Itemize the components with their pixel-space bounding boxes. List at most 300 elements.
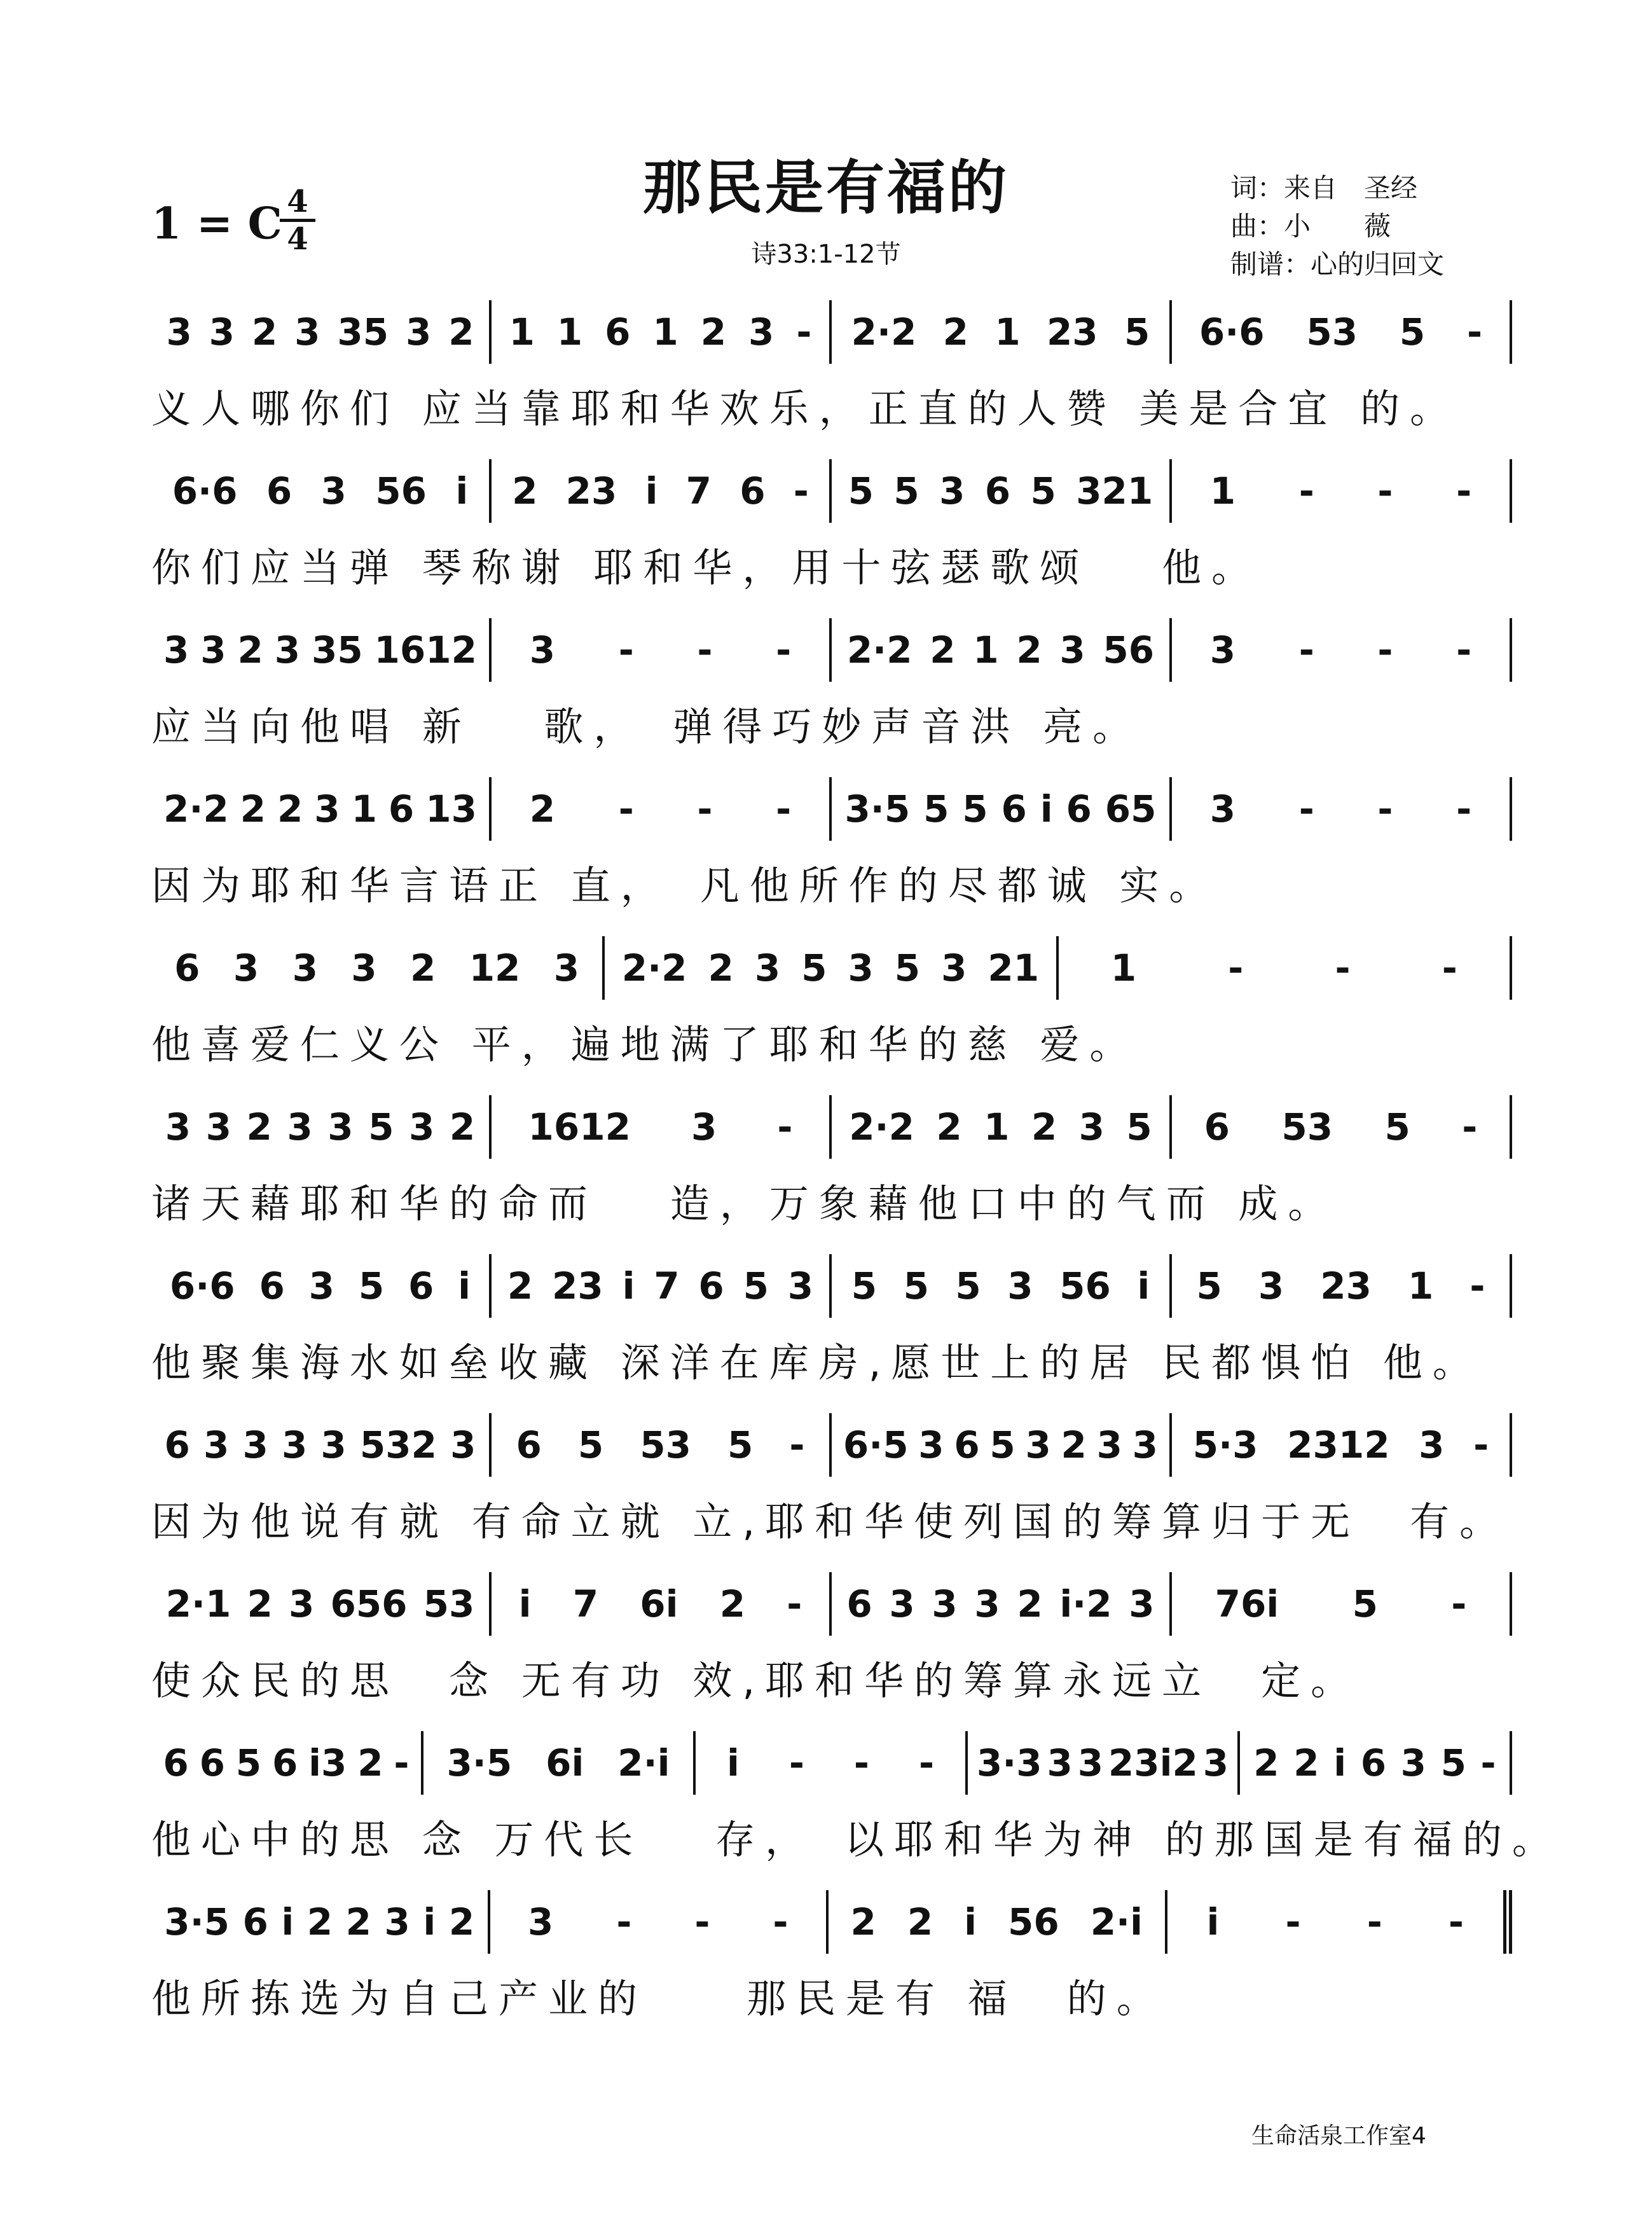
note: 3 — [939, 469, 965, 513]
measure — [492, 1095, 832, 1159]
note: 532 — [359, 1423, 437, 1467]
note: 6 — [1066, 787, 1092, 831]
measure — [490, 1890, 829, 1954]
scripture-reference: 诗33:1-12节 — [751, 240, 901, 269]
note: 5 — [989, 1423, 1015, 1467]
notation-line — [151, 1566, 1512, 1642]
note: 5 — [1124, 310, 1150, 354]
note: 3 — [294, 310, 320, 354]
note: - — [1377, 628, 1393, 672]
note: 6 — [408, 1264, 434, 1308]
note: - — [796, 310, 812, 354]
measure — [151, 1731, 423, 1795]
note: 2·i — [617, 1741, 670, 1785]
note: - — [1467, 310, 1483, 354]
note: 6 — [163, 1741, 189, 1785]
note: 2 — [1017, 1582, 1043, 1626]
lyric-line: 他所拣选为自己产业的 那民是有 福 的。 — [151, 1975, 1166, 2022]
note: 3 — [384, 1900, 410, 1944]
note: i — [281, 1900, 294, 1944]
note: 53 — [1306, 310, 1358, 354]
note: 2312 — [1287, 1423, 1390, 1467]
measure — [832, 1254, 1172, 1318]
measure — [1172, 300, 1512, 364]
note: - — [1228, 946, 1244, 990]
note: 2·2 — [846, 628, 912, 672]
measure — [1059, 936, 1512, 1000]
note: 3 — [918, 1423, 944, 1467]
measure — [151, 1890, 490, 1954]
lyric-line: 诸天藉耶和华的命而 造，万象藉他口中的气而 成。 — [151, 1180, 1338, 1227]
note: 35 — [311, 628, 363, 672]
note: 3 — [205, 1105, 231, 1149]
note: 53 — [423, 1582, 475, 1626]
note: 2 — [529, 787, 556, 831]
note: 6 — [605, 310, 631, 354]
note: 53 — [1281, 1105, 1333, 1149]
note: 2 — [700, 310, 727, 354]
note: 6 — [266, 469, 293, 513]
measure — [832, 1572, 1172, 1636]
note: 3·3 — [976, 1741, 1042, 1785]
note: - — [1451, 1582, 1467, 1626]
note: 5 — [358, 1264, 385, 1308]
note: 23 — [1320, 1264, 1372, 1308]
notation-line — [151, 1089, 1512, 1165]
measure — [151, 300, 492, 364]
note: 656 — [330, 1582, 408, 1626]
note: i — [964, 1900, 977, 1944]
notation-line — [151, 1248, 1512, 1324]
measure — [1172, 618, 1512, 682]
note: - — [618, 787, 634, 831]
note: 3·5 — [446, 1741, 513, 1785]
measure — [829, 1890, 1167, 1954]
note: 3 — [1025, 1423, 1051, 1467]
note: 3 — [308, 1264, 334, 1308]
note: - — [618, 628, 634, 672]
time-signature-top: 4 — [287, 184, 308, 219]
note: i — [645, 469, 658, 513]
note: 6 — [516, 1423, 542, 1467]
measure — [832, 1095, 1172, 1159]
note: 6 — [199, 1741, 225, 1785]
note: 1 — [1407, 1264, 1434, 1308]
note: 3 — [1096, 1423, 1122, 1467]
note: 2 — [251, 310, 278, 354]
note: 3 — [203, 1423, 230, 1467]
note: 2 — [357, 1741, 383, 1785]
note: i — [518, 1582, 532, 1626]
note: 6 — [388, 787, 415, 831]
note: 3 — [1202, 1741, 1229, 1785]
note: 2 — [1031, 1105, 1057, 1149]
note: 2 — [1016, 628, 1042, 672]
note: 5·3 — [1192, 1423, 1258, 1467]
note: 2 — [449, 1105, 476, 1149]
note: i — [458, 1264, 471, 1308]
note: 3 — [1047, 1741, 1073, 1785]
note: 2 — [240, 787, 266, 831]
note: 6 — [984, 469, 1011, 513]
notation-line — [151, 1725, 1512, 1801]
note: 1 — [1209, 469, 1236, 513]
lyric-line: 他心中的思 念 万代长 存， 以耶和华为神 的那国是有福的。 — [151, 1816, 1562, 1863]
time-signature — [280, 186, 315, 255]
note: - — [394, 1741, 410, 1785]
lyricist: 词：来自 圣经 — [1230, 172, 1418, 204]
notation-line — [151, 1884, 1512, 1960]
note: 2·2 — [851, 310, 917, 354]
note: - — [1298, 469, 1314, 513]
note: - — [776, 787, 792, 831]
lyric-line: 因为耶和华言语正 直， 凡他所作的尽都诚 实。 — [151, 862, 1219, 909]
note: 3 — [320, 469, 347, 513]
measure — [151, 936, 605, 1000]
measure — [492, 1254, 832, 1318]
note: - — [853, 1741, 869, 1785]
measure — [492, 1572, 832, 1636]
note: 2 — [936, 1105, 962, 1149]
note: 3 — [889, 1582, 915, 1626]
note: 1 — [995, 310, 1021, 354]
notation-line — [151, 612, 1512, 688]
note: - — [777, 1105, 793, 1149]
note: 1 — [556, 310, 583, 354]
note: 3 — [242, 1423, 268, 1467]
measure — [492, 459, 832, 523]
note: 3 — [1209, 628, 1236, 672]
measure — [151, 777, 492, 841]
note: 3 — [351, 946, 377, 990]
note: 3 — [450, 1423, 476, 1467]
note: i — [1040, 787, 1053, 831]
note: - — [1462, 1105, 1478, 1149]
note: 2 — [507, 1264, 533, 1308]
measure — [1172, 777, 1512, 841]
note: 2 — [246, 1105, 272, 1149]
note: 3 — [209, 310, 235, 354]
note: 1 — [984, 1105, 1010, 1149]
note: - — [616, 1900, 632, 1944]
note: 2 — [719, 1582, 746, 1626]
note: 56 — [375, 469, 427, 513]
measure — [151, 459, 492, 523]
key-signature: 1 = C — [151, 198, 282, 249]
note: - — [1335, 946, 1351, 990]
measure — [151, 1254, 492, 1318]
note: - — [776, 628, 792, 672]
note: - — [1480, 1741, 1496, 1785]
note: 7 — [572, 1582, 599, 1626]
note: 3 — [932, 1582, 958, 1626]
note: 3 — [1059, 628, 1085, 672]
note: 3 — [1078, 1105, 1105, 1149]
note: i — [423, 1900, 436, 1944]
note: 5 — [1440, 1741, 1466, 1785]
note: - — [789, 1423, 805, 1467]
note: 3·5 — [844, 787, 911, 831]
note: 5 — [848, 469, 874, 513]
note: - — [1366, 1900, 1382, 1944]
credits — [1230, 169, 1444, 284]
note: 2·1 — [165, 1582, 231, 1626]
note: - — [1377, 787, 1393, 831]
note: 1 — [973, 628, 999, 672]
note: 6 — [259, 1264, 285, 1308]
note: - — [1298, 787, 1314, 831]
note: 3 — [281, 1423, 308, 1467]
note: - — [1298, 628, 1314, 672]
notation-line — [151, 930, 1512, 1006]
note: 6i — [546, 1741, 584, 1785]
note: 3 — [1419, 1423, 1445, 1467]
note: 65 — [1105, 787, 1157, 831]
lyric-line: 义人哪你们 应当靠耶和华欢乐，正直的人赞 美是合宜 的。 — [151, 385, 1460, 432]
lyric-line: 他喜爱仁义公 平，遍地满了耶和华的慈 爱。 — [151, 1021, 1139, 1068]
note: 5 — [923, 787, 949, 831]
note: 321 — [1076, 469, 1153, 513]
note: 3 — [292, 946, 318, 990]
note: 56 — [1103, 628, 1155, 672]
measure — [492, 1413, 832, 1477]
note: 2 — [1061, 1423, 1087, 1467]
measure — [1172, 459, 1512, 523]
note: 5 — [1196, 1264, 1222, 1308]
note: 2 — [448, 1900, 475, 1944]
note: 2 — [410, 946, 436, 990]
note: i — [1137, 1264, 1150, 1308]
note: 6 — [954, 1423, 980, 1467]
note: 35 — [337, 310, 389, 354]
composer: 曲：小 薇 — [1230, 211, 1391, 242]
note: i·2 — [1059, 1582, 1112, 1626]
note: 2·2 — [621, 946, 687, 990]
note: 1 — [351, 787, 377, 831]
note: i — [622, 1264, 635, 1308]
note: 3 — [974, 1582, 1000, 1626]
measure — [696, 1731, 968, 1795]
note: 2 — [942, 310, 969, 354]
note: 3 — [405, 310, 432, 354]
measure — [832, 618, 1172, 682]
measure — [492, 777, 832, 841]
measure — [151, 1413, 492, 1477]
note: 2 — [850, 1900, 876, 1944]
notation-line — [151, 294, 1512, 370]
footer-credit: 生命活泉工作室4 — [1251, 2123, 1426, 2149]
note: - — [788, 1741, 804, 1785]
arranger: 制谱：心的归回文 — [1230, 249, 1445, 280]
note: 6 — [174, 946, 200, 990]
note: 6 — [846, 1582, 872, 1626]
note: 5 — [903, 1264, 929, 1308]
note: 3 — [1258, 1264, 1284, 1308]
notation-line — [151, 453, 1512, 529]
note: 23 — [565, 469, 617, 513]
lyric-line: 你们应当弹 琴称谢 耶和华，用十弦瑟歌颂 他。 — [151, 544, 1262, 591]
note: 5 — [851, 1264, 878, 1308]
note: 3 — [748, 310, 774, 354]
measure — [832, 300, 1172, 364]
note: 5 — [1126, 1105, 1152, 1149]
lyric-line: 因为他说有就 有命立就 立,耶和华使列国的筹算归于无 有。 — [151, 1498, 1510, 1545]
note: i — [1333, 1741, 1347, 1785]
note: 3 — [529, 628, 556, 672]
page-title: 那民是有福的 — [642, 154, 1009, 222]
note: 3 — [1132, 1423, 1159, 1467]
note: - — [793, 469, 809, 513]
note: 3 — [314, 787, 340, 831]
note: 3 — [288, 1582, 315, 1626]
note: 6 — [1204, 1105, 1230, 1149]
note: 3 — [941, 946, 967, 990]
note: 3 — [553, 946, 580, 990]
time-signature-bottom: 4 — [287, 221, 308, 257]
measure — [1172, 1572, 1512, 1636]
note: - — [1377, 469, 1393, 513]
note: 2 — [1293, 1741, 1319, 1785]
note: 5 — [577, 1423, 604, 1467]
note: 3 — [1007, 1264, 1033, 1308]
note: 2·2 — [849, 1105, 914, 1149]
note: - — [1456, 787, 1472, 831]
note: 5 — [893, 469, 919, 513]
note: 2 — [277, 787, 303, 831]
measure — [968, 1731, 1240, 1795]
note: 56 — [1059, 1264, 1111, 1308]
note: 6·6 — [172, 469, 238, 513]
note: 2 — [1253, 1741, 1279, 1785]
measure — [832, 777, 1172, 841]
note: 6 — [1001, 787, 1027, 831]
note: 2 — [247, 1582, 273, 1626]
note: 3 — [327, 1105, 354, 1149]
note: 2 — [930, 628, 956, 672]
note: 6 — [1360, 1741, 1387, 1785]
note: 5 — [727, 1423, 754, 1467]
note: 23i2 — [1108, 1741, 1198, 1785]
note: i — [726, 1741, 740, 1785]
note: - — [787, 1582, 802, 1626]
note: - — [1285, 1900, 1301, 1944]
note: 1612 — [374, 628, 477, 672]
note: 2·2 — [163, 787, 229, 831]
note: 5 — [235, 1741, 262, 1785]
note: 3 — [274, 628, 301, 672]
measure — [151, 1095, 492, 1159]
measure — [151, 618, 492, 682]
note: 56 — [1008, 1900, 1059, 1944]
note: 3 — [409, 1105, 435, 1149]
note: - — [697, 628, 713, 672]
note: 2 — [237, 628, 263, 672]
notation-line — [151, 771, 1512, 847]
measure — [1167, 1890, 1513, 1954]
measure — [1172, 1413, 1512, 1477]
note: 1 — [509, 310, 535, 354]
note: 6·6 — [1199, 310, 1265, 354]
note: i — [1206, 1900, 1220, 1944]
note: 3 — [1077, 1741, 1104, 1785]
note: 2 — [448, 310, 474, 354]
note: - — [1456, 469, 1472, 513]
note: 53 — [640, 1423, 691, 1467]
note: 5 — [743, 1264, 769, 1308]
note: 23 — [552, 1264, 603, 1308]
note: 5 — [1384, 1105, 1410, 1149]
note: 6·6 — [169, 1264, 235, 1308]
note: 7 — [685, 469, 712, 513]
note: 3 — [1400, 1741, 1426, 1785]
note: 2 — [345, 1900, 372, 1944]
measure — [605, 936, 1058, 1000]
measure — [492, 618, 832, 682]
note: - — [1473, 1423, 1489, 1467]
note: 23 — [1046, 310, 1098, 354]
note: 3 — [1209, 787, 1236, 831]
note: 21 — [988, 946, 1040, 990]
note: 5 — [368, 1105, 394, 1149]
note: 6 — [242, 1900, 268, 1944]
note: 3 — [1129, 1582, 1155, 1626]
note: 3·5 — [164, 1900, 230, 1944]
note: 6 — [740, 469, 766, 513]
note: 2·i — [1090, 1900, 1143, 1944]
note: 2 — [512, 469, 538, 513]
note: 3 — [527, 1900, 554, 1944]
note: 3 — [754, 946, 781, 990]
measure — [1172, 1254, 1512, 1318]
note: 7 — [654, 1264, 680, 1308]
note: - — [1456, 628, 1472, 672]
note: 12 — [469, 946, 521, 990]
note: 6 — [698, 1264, 724, 1308]
measure — [492, 300, 832, 364]
note: 3 — [787, 1264, 814, 1308]
note: 5 — [1399, 310, 1426, 354]
note: 3 — [233, 946, 259, 990]
measure — [832, 459, 1172, 523]
note: 3 — [691, 1105, 717, 1149]
note: 2 — [306, 1900, 333, 1944]
measure — [832, 1413, 1172, 1477]
note: 3 — [165, 1105, 191, 1149]
note: 1 — [652, 310, 678, 354]
note: 3 — [200, 628, 226, 672]
note: - — [1448, 1900, 1464, 1944]
note: 2 — [708, 946, 734, 990]
note: 76i — [1215, 1582, 1279, 1626]
note: 6·5 — [843, 1423, 909, 1467]
note: 5 — [801, 946, 827, 990]
note: 2 — [907, 1900, 933, 1944]
notation-line — [151, 1407, 1512, 1483]
note: 3 — [287, 1105, 313, 1149]
measure — [1240, 1731, 1512, 1795]
note: 13 — [425, 787, 477, 831]
lyric-line: 他聚集海水如垒收藏 深洋在库房,愿世上的居 民都惧怕 他。 — [151, 1339, 1482, 1386]
note: 5 — [1030, 469, 1056, 513]
lyric-line: 应当向他唱 新 歌， 弹得巧妙声音洪 亮。 — [151, 703, 1143, 750]
note: - — [1470, 1264, 1485, 1308]
note: 3 — [320, 1423, 347, 1467]
note: - — [694, 1900, 710, 1944]
note: 1 — [1110, 946, 1137, 990]
note: - — [773, 1900, 788, 1944]
measure — [423, 1731, 696, 1795]
measure — [1172, 1095, 1512, 1159]
